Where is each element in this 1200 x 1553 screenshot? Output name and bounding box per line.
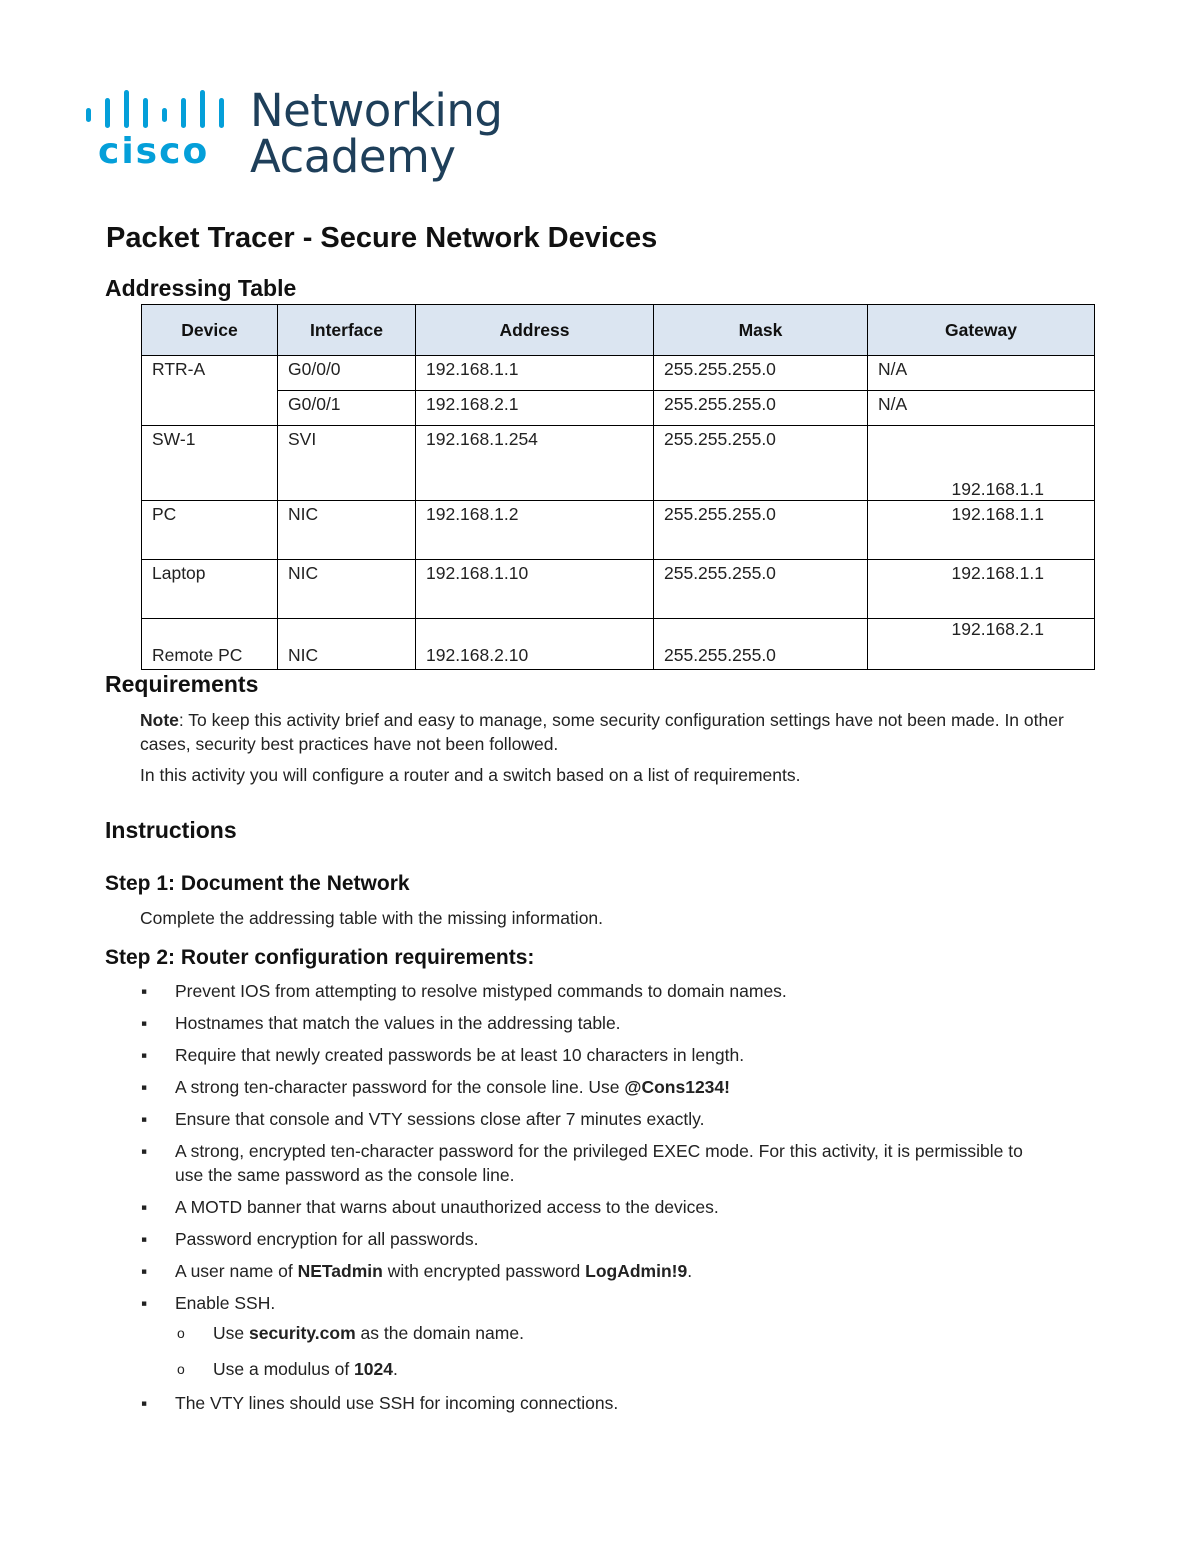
username-value: NETadmin — [297, 1261, 383, 1281]
logo-academy: Academy — [250, 130, 456, 183]
requirements-list — [141, 979, 1041, 1415]
mask-cell: 255.255.255.0 — [654, 501, 868, 560]
list-item — [141, 1139, 1041, 1187]
list-item-text: A MOTD banner that warns about unauthorized access to the devices. — [175, 1197, 719, 1217]
list-item — [141, 1075, 1041, 1099]
bullet-icon: ▪ — [141, 1013, 148, 1033]
note-paragraph — [140, 708, 1080, 756]
console-password: @Cons1234! — [624, 1077, 730, 1097]
list-item-text: Use a modulus of — [213, 1359, 355, 1379]
list-item-text: The VTY lines should use SSH for incoming connections. — [175, 1393, 619, 1413]
table-row — [142, 356, 1095, 391]
device-cell: PC — [142, 501, 278, 560]
mask-cell: 255.255.255.0 — [654, 560, 868, 619]
table-header-row — [142, 305, 1095, 356]
modulus-value: 1024 — [354, 1359, 393, 1379]
list-item — [141, 1391, 1041, 1415]
ssh-sublist — [177, 1321, 1041, 1381]
bullet-icon: ▪ — [141, 1109, 148, 1129]
step1-heading: Step 1: Document the Network — [105, 872, 410, 895]
bullet-icon: ▪ — [141, 1393, 148, 1413]
column-header: Address — [416, 305, 654, 356]
bullet-icon: ▪ — [141, 1229, 148, 1249]
list-item-text: Prevent IOS from attempting to resolve mistyped commands to domain names. — [175, 981, 787, 1001]
list-item-text: Hostnames that match the values in the addressing table. — [175, 1013, 621, 1033]
interface-cell: SVI — [278, 426, 416, 501]
step1-text: Complete the addressing table with the missing information. — [140, 908, 604, 928]
sub-bullet-icon: o — [177, 1361, 185, 1377]
device-cell: SW-1 — [142, 426, 278, 501]
column-header: Mask — [654, 305, 868, 356]
address-cell: 192.168.1.2 — [416, 501, 654, 560]
list-item-text: Ensure that console and VTY sessions close after 7 minutes exactly. — [175, 1109, 705, 1129]
column-header: Device — [142, 305, 278, 356]
logo-networking: Networking — [250, 84, 503, 137]
step2-heading: Step 2: Router configuration requirements: — [105, 946, 535, 969]
mask-cell: 255.255.255.0 — [654, 619, 868, 670]
list-item — [141, 1107, 1041, 1131]
device-cell: Remote PC — [142, 619, 278, 670]
gateway-cell: N/A — [868, 356, 1095, 391]
interface-cell: G0/0/1 — [278, 391, 416, 426]
mask-cell: 255.255.255.0 — [654, 426, 868, 501]
gateway-cell — [868, 619, 1095, 670]
mask-cell: 255.255.255.0 — [654, 356, 868, 391]
address-cell: 192.168.2.10 — [416, 619, 654, 670]
sub-list-item — [177, 1357, 1041, 1381]
bullet-icon: ▪ — [141, 981, 148, 1001]
column-header: Interface — [278, 305, 416, 356]
bullet-icon: ▪ — [141, 1077, 148, 1097]
list-item-text: . — [392, 1359, 398, 1379]
user-password-value: LogAdmin!9 — [585, 1261, 688, 1281]
list-item-text: Require that newly created passwords be at least 10 characters in length. — [175, 1045, 745, 1065]
list-item-text: A user name of — [175, 1261, 298, 1281]
list-item — [141, 1043, 1041, 1067]
note-label: Note — [140, 710, 179, 730]
list-item — [141, 1291, 1041, 1381]
addressing-table-heading: Addressing Table — [105, 275, 297, 301]
device-cell: RTR-A — [142, 356, 278, 426]
interface-cell: NIC — [278, 619, 416, 670]
bullet-icon: ▪ — [141, 1261, 148, 1281]
list-item — [141, 1259, 1041, 1283]
cisco-wordmark: cisco — [98, 131, 210, 172]
address-cell: 192.168.1.254 — [416, 426, 654, 501]
intro-paragraph: In this activity you will configure a router and a switch based on a list of requirements. — [140, 765, 801, 785]
list-item — [141, 1011, 1041, 1035]
interface-cell: NIC — [278, 560, 416, 619]
bullet-icon: ▪ — [141, 1045, 148, 1065]
list-item-text: . — [687, 1261, 693, 1281]
list-item-text: Use — [213, 1323, 249, 1343]
column-header: Gateway — [868, 305, 1095, 356]
table-row — [142, 426, 1095, 501]
addressing-table — [141, 304, 1095, 670]
note-text: : To keep this activity brief and easy to manage, some security configuration settings have not been made. In other cases, security best practices have not been followed. — [140, 710, 1064, 754]
list-item-text: A strong ten-character password for the console line. Use — [175, 1077, 625, 1097]
bullet-icon: ▪ — [141, 1141, 148, 1161]
gateway-value: 192.168.1.1 — [951, 479, 1044, 499]
list-item-text: with encrypted password — [382, 1261, 586, 1281]
gateway-cell: 192.168.1.1 — [868, 560, 1095, 619]
address-cell: 192.168.2.1 — [416, 391, 654, 426]
list-item — [141, 979, 1041, 1003]
table-row — [142, 501, 1095, 560]
mask-cell: 255.255.255.0 — [654, 391, 868, 426]
interface-cell: NIC — [278, 501, 416, 560]
sub-bullet-icon: o — [177, 1325, 185, 1341]
gateway-value: 192.168.2.1 — [951, 619, 1044, 639]
interface-cell: G0/0/0 — [278, 356, 416, 391]
table-row — [142, 619, 1095, 670]
list-item-text: Enable SSH. — [175, 1293, 276, 1313]
list-item — [141, 1227, 1041, 1251]
bullet-icon: ▪ — [141, 1197, 148, 1217]
cisco-bridge-icon — [84, 86, 234, 130]
domain-name-value: security.com — [248, 1323, 356, 1343]
address-cell: 192.168.1.1 — [416, 356, 654, 391]
list-item — [141, 1195, 1041, 1219]
gateway-cell: 192.168.1.1 — [868, 501, 1095, 560]
device-cell: Laptop — [142, 560, 278, 619]
table-row — [142, 560, 1095, 619]
sub-list-item — [177, 1321, 1041, 1345]
gateway-cell: N/A — [868, 391, 1095, 426]
list-item-text: as the domain name. — [355, 1323, 524, 1343]
address-cell: 192.168.1.10 — [416, 560, 654, 619]
list-item-text: Password encryption for all passwords. — [175, 1229, 479, 1249]
requirements-heading: Requirements — [105, 671, 259, 697]
list-item-text: A strong, encrypted ten-character password for the privileged EXEC mode. For this activity, it is permissible to use the same password as the console line. — [175, 1141, 1023, 1185]
page-title: Packet Tracer - Secure Network Devices — [106, 222, 658, 254]
cisco-networking-academy-logo — [84, 84, 503, 186]
bullet-icon: ▪ — [141, 1293, 148, 1313]
table-row — [142, 391, 1095, 426]
gateway-cell — [868, 426, 1095, 501]
instructions-heading: Instructions — [105, 817, 237, 843]
